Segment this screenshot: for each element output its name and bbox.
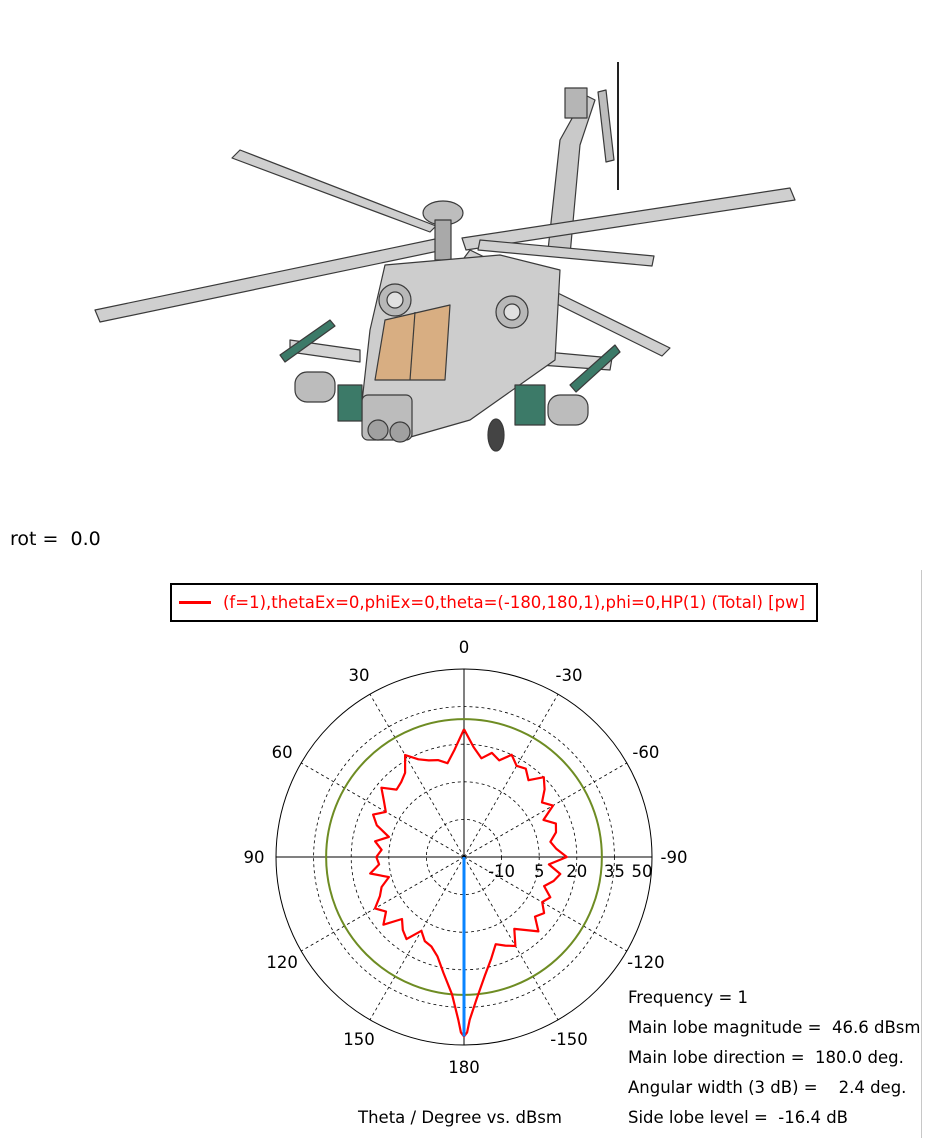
polar-data [370,729,567,1036]
radial-tick-label: 5 [533,862,545,881]
angular-gridline [464,694,558,857]
angle-tick-label: 30 [348,666,370,686]
info-angular-width: Angular width (3 dB) = 2.4 deg. [628,1078,907,1097]
radial-tick-label: 20 [566,862,588,881]
info-frequency: Frequency = 1 [628,988,749,1007]
angular-gridline [301,763,464,857]
angle-tick-label: 0 [458,638,470,657]
angle-tick-label: -60 [632,743,660,762]
angle-tick-label: 150 [343,1029,375,1049]
radial-tick-label: 35 [603,862,625,881]
info-main-lobe-direction: Main lobe direction = 180.0 deg. [628,1048,904,1067]
rotation-label: rot = 0.0 [10,528,101,550]
angle-tick-label: 180 [448,1058,480,1077]
pattern-series-line [370,729,567,1036]
radial-tick-label: 50 [631,862,653,881]
angle-tick-label: 90 [243,848,265,867]
angle-tick-label: -30 [555,666,583,686]
angle-tick-label: -150 [550,1029,588,1049]
angular-gridline [464,763,627,857]
info-side-lobe-level: Side lobe level = -16.4 dB [628,1108,849,1127]
info-main-lobe-magnitude: Main lobe magnitude = 46.6 dBsm [628,1018,921,1037]
angular-gridline [370,857,464,1020]
angle-tick-label: 120 [266,953,298,972]
angle-tick-label: -90 [660,848,688,867]
x-axis-title: Theta / Degree vs. dBsm [358,1108,562,1127]
angular-gridline [301,857,464,951]
legend-label: (f=1),thetaEx=0,phiEx=0,theta=(-180,180,1),phi=0,HP(1) (Total) [pw] [223,593,806,612]
angle-tick-label: 60 [271,743,293,762]
radial-tick-label: -10 [488,862,516,881]
angle-tick-label: -120 [627,953,665,972]
